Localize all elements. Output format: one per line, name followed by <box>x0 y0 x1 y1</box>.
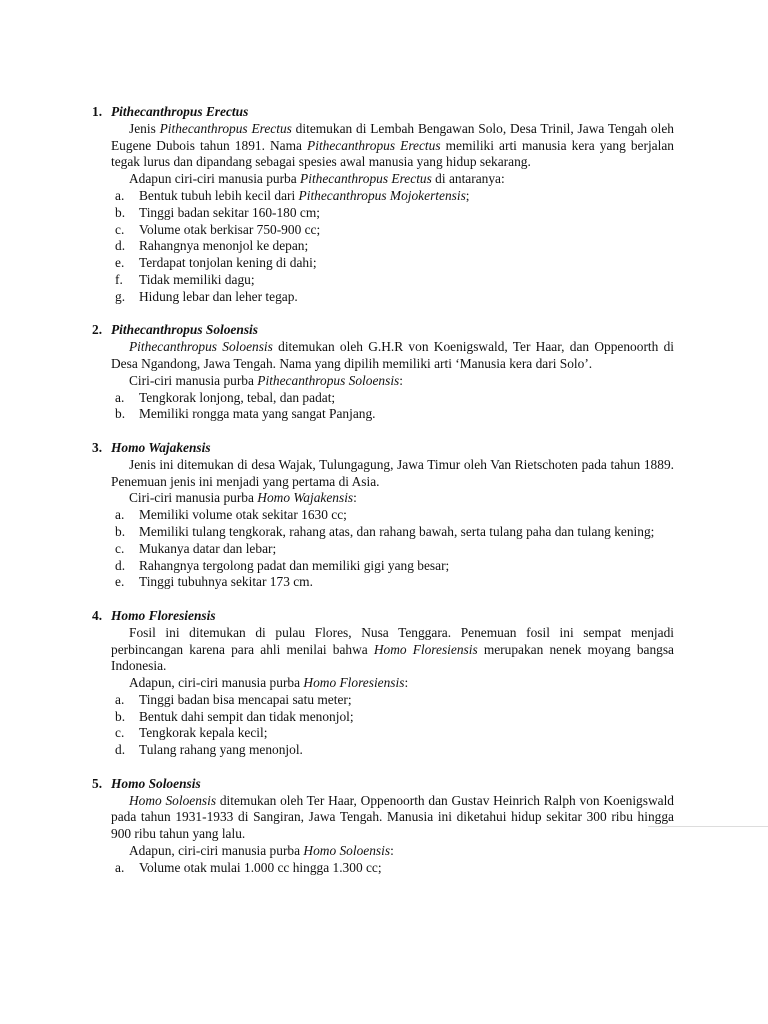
list-marker: e. <box>115 574 125 590</box>
list-item-text <box>139 860 674 877</box>
text-run: Adapun, ciri-ciri manusia purba <box>129 843 304 859</box>
list-marker: a. <box>115 859 125 875</box>
list-item-text <box>139 709 674 726</box>
text-run: Bentuk dahi sempit dan tidak menonjol; <box>139 708 354 724</box>
section-paragraph <box>111 457 674 491</box>
list-marker: a. <box>115 691 125 707</box>
list-item-text <box>139 524 674 541</box>
characteristics-list <box>111 692 674 759</box>
list-item-text <box>139 725 674 742</box>
section-title: Homo Wajakensis <box>111 439 211 455</box>
document-body <box>92 104 674 893</box>
section-2 <box>92 322 674 423</box>
italic-term: Homo Soloensis <box>303 843 391 859</box>
section-number: 2. <box>92 322 103 338</box>
list-item <box>111 406 674 423</box>
italic-term: Pithecanthropus Erectus <box>300 171 432 187</box>
section-heading <box>92 440 674 457</box>
italic-term: Pithecanthropus Erectus <box>307 137 441 153</box>
list-item <box>111 860 674 877</box>
list-item <box>111 725 674 742</box>
italic-term: Homo Floresiensis <box>303 675 405 691</box>
text-run: Tulang rahang yang menonjol. <box>139 742 303 758</box>
characteristics-list <box>111 390 674 424</box>
section-title: Pithecanthropus Erectus <box>111 104 249 119</box>
text-run: : <box>353 490 357 506</box>
section-paragraph <box>111 793 674 843</box>
text-run: Ciri-ciri manusia purba <box>129 372 258 388</box>
list-marker: g. <box>115 288 126 304</box>
list-item <box>111 222 674 239</box>
text-run: Tinggi tubuhnya sekitar 173 cm. <box>139 574 313 590</box>
list-intro <box>111 843 674 860</box>
text-run: Mukanya datar dan lebar; <box>139 540 277 556</box>
text-run: Volume otak mulai 1.000 cc hingga 1.300 cc; <box>139 859 382 875</box>
list-intro <box>111 490 674 507</box>
text-run: Adapun ciri-ciri manusia purba <box>129 171 301 187</box>
section-4 <box>92 608 674 759</box>
list-item <box>111 558 674 575</box>
list-item-text <box>139 238 674 255</box>
italic-term: Homo Soloensis <box>129 792 217 808</box>
italic-term: Pithecanthropus Soloensis <box>129 339 273 355</box>
section-heading <box>92 608 674 625</box>
list-intro <box>111 373 674 390</box>
text-run: Adapun, ciri-ciri manusia purba <box>129 675 304 691</box>
list-intro <box>111 675 674 692</box>
list-item <box>111 692 674 709</box>
list-item <box>111 188 674 205</box>
page-edge-divider <box>648 826 768 827</box>
list-item <box>111 205 674 222</box>
list-marker: a. <box>115 389 125 405</box>
list-item-text <box>139 222 674 239</box>
list-marker: b. <box>115 708 126 724</box>
section-heading <box>92 776 674 793</box>
text-run: ditemukan di Lembah Bengawan Solo, Desa Trinil, Jawa Tengah oleh Eugene Dubois tahun 1891. Nama <box>111 120 674 153</box>
section-body <box>111 793 674 877</box>
section-title: Homo Floresiensis <box>111 607 216 623</box>
text-run: Rahangnya tergolong padat dan memiliki gigi yang besar; <box>139 557 450 573</box>
list-marker: a. <box>115 507 125 523</box>
list-item-text <box>139 541 674 558</box>
list-marker: c. <box>115 540 125 556</box>
list-item-text <box>139 205 674 222</box>
text-run: Jenis <box>129 120 160 136</box>
section-number: 5. <box>92 775 103 791</box>
section-paragraph <box>111 339 674 373</box>
section-1 <box>92 104 674 306</box>
list-item <box>111 238 674 255</box>
section-body <box>111 121 674 306</box>
list-item-text <box>139 742 674 759</box>
section-heading <box>92 322 674 339</box>
italic-term: Homo Wajakensis <box>257 490 354 506</box>
text-run: : <box>404 675 409 691</box>
list-item-text <box>139 406 674 423</box>
list-item-text <box>139 507 674 524</box>
text-run: Terdapat tonjolan kening di dahi; <box>139 255 317 271</box>
text-run: merupakan nenek moyang bangsa Indonesia. <box>111 641 675 674</box>
list-item-text <box>139 255 674 272</box>
list-item <box>111 255 674 272</box>
characteristics-list <box>111 507 674 591</box>
list-item-text <box>139 289 674 306</box>
text-run: Hidung lebar dan leher tegap. <box>139 288 298 304</box>
list-marker: c. <box>115 221 125 237</box>
list-item-text <box>139 558 674 575</box>
characteristics-list <box>111 188 674 306</box>
italic-term: Pithecanthropus Erectus <box>159 120 292 136</box>
section-title: Pithecanthropus Soloensis <box>111 322 258 338</box>
list-item <box>111 541 674 558</box>
list-item <box>111 507 674 524</box>
text-run: Jenis ini ditemukan di desa Wajak, Tulungagung, Jawa Timur oleh Van Rietschoten pada tahun 1889. Penemuan jenis ini menjadi yang pertama di Asia. <box>111 456 674 489</box>
section-heading <box>92 104 674 121</box>
text-run: : <box>399 372 403 388</box>
section-number: 4. <box>92 607 103 623</box>
list-marker: b. <box>115 523 126 539</box>
list-item-text <box>139 692 674 709</box>
text-run: Bentuk tubuh lebih kecil dari <box>139 187 299 203</box>
list-item <box>111 742 674 759</box>
list-marker: a. <box>115 187 125 203</box>
list-marker: d. <box>115 557 126 573</box>
section-paragraph <box>111 625 674 675</box>
list-marker: b. <box>115 406 126 422</box>
section-3 <box>92 440 674 591</box>
italic-term: Homo Floresiensis <box>373 641 478 657</box>
list-intro <box>111 171 674 188</box>
text-run: : <box>390 843 394 859</box>
text-run: ditemukan oleh G.H.R von Koenigswald, Ter Haar, dan Oppenoorth di Desa Ngandong, Jawa Tengah. Nama yang dipilih memiliki arti ‘Manusia kera dari Solo’. <box>111 339 674 371</box>
list-item <box>111 524 674 541</box>
section-title: Homo Soloensis <box>111 775 201 791</box>
section-number: 3. <box>92 439 103 455</box>
list-item <box>111 289 674 306</box>
list-item-text <box>139 574 674 591</box>
text-run: Tengkorak lonjong, tebal, dan padat; <box>139 389 336 405</box>
text-run: Volume otak berkisar 750-900 cc; <box>139 221 321 237</box>
section-body <box>111 625 674 759</box>
characteristics-list <box>111 860 674 877</box>
list-item <box>111 709 674 726</box>
section-number: 1. <box>92 104 103 119</box>
italic-term: Pithecanthropus Soloensis <box>257 372 400 388</box>
text-run: Fosil ini ditemukan di pulau Flores, Nusa Tenggara. Penemuan fosil ini sempat menjadi perbincangan karena para ahli menilai bahwa <box>111 624 674 657</box>
text-run: Tinggi badan bisa mencapai satu meter; <box>139 691 352 707</box>
text-run: Memiliki rongga mata yang sangat Panjang. <box>139 406 376 422</box>
list-marker: c. <box>115 725 125 741</box>
list-item <box>111 390 674 407</box>
text-run: Rahangnya menonjol ke depan; <box>139 238 309 254</box>
text-run: Tinggi badan sekitar 160-180 cm; <box>139 204 321 220</box>
text-run: ditemukan oleh Ter Haar, Oppenoorth dan Gustav Heinrich Ralph von Koenigswald pada tahun 1931-1933 di Sangiran, Jawa Tengah. Manusia ini diketahui hidup sekitar 300 ribu hingga 900 ribu tahun yang lalu. <box>111 792 674 842</box>
list-item <box>111 574 674 591</box>
text-run: Ciri-ciri manusia purba <box>129 490 258 506</box>
text-run: di antaranya: <box>431 171 505 187</box>
text-run: Tidak memiliki dagu; <box>139 271 255 287</box>
section-body <box>111 457 674 591</box>
list-marker: f. <box>115 271 123 287</box>
list-item-text <box>139 188 674 205</box>
list-item <box>111 272 674 289</box>
list-item-text <box>139 390 674 407</box>
section-5 <box>92 776 674 877</box>
text-run: ; <box>465 187 470 203</box>
text-run: Memiliki volume otak sekitar 1630 cc; <box>139 507 347 523</box>
list-item-text <box>139 272 674 289</box>
list-marker: d. <box>115 742 126 758</box>
section-body <box>111 339 674 423</box>
text-run: memiliki arti manusia kera yang berjalan tegak lurus dan dipandang sebagai spesies awal manusia yang hidup sekarang. <box>111 137 674 170</box>
list-marker: b. <box>115 204 126 220</box>
section-paragraph <box>111 121 674 171</box>
list-marker: e. <box>115 255 125 271</box>
italic-term: Pithecanthropus Mojokertensis <box>298 187 466 203</box>
text-run: Tengkorak kepala kecil; <box>139 725 268 741</box>
text-run: Memiliki tulang tengkorak, rahang atas, dan rahang bawah, serta tulang paha dan tulang kening; <box>139 523 655 539</box>
list-marker: d. <box>115 238 126 254</box>
